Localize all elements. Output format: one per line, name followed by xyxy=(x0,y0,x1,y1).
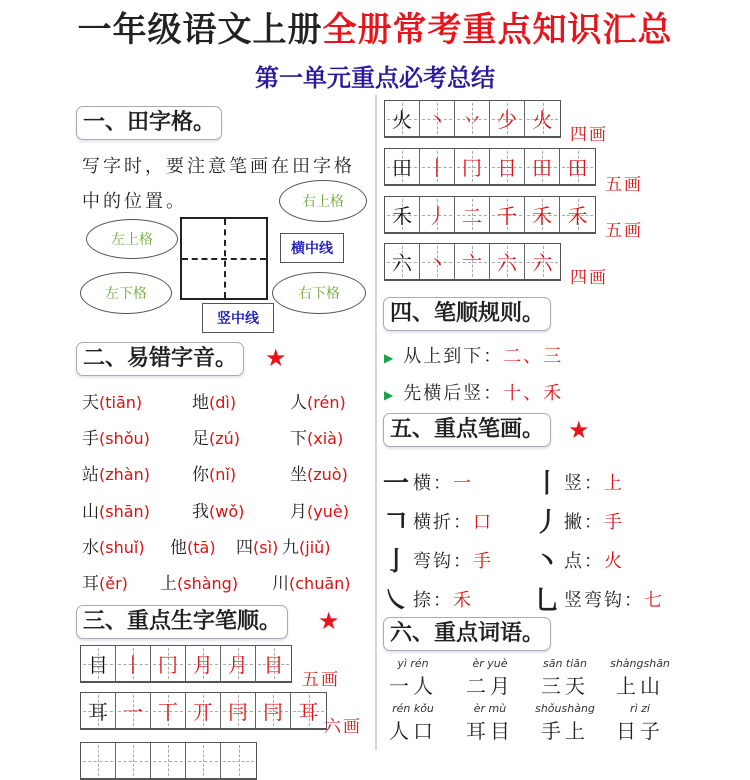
pinyin-close: ) xyxy=(272,538,279,557)
character: 足 xyxy=(192,429,209,449)
stroke-char: 丶 xyxy=(427,108,447,132)
pinyin: zú xyxy=(215,429,234,448)
title-red: 全册常考重点知识汇总 xyxy=(322,10,673,50)
s1-text-line2: 中的位置。 xyxy=(82,191,187,212)
pinyin-close: ) xyxy=(342,502,349,521)
pinyin: sì xyxy=(259,538,273,557)
stroke-grid-row xyxy=(384,100,561,138)
pinyin: rén xyxy=(313,393,340,412)
character: 我 xyxy=(192,502,209,522)
word-chars: 三天 xyxy=(541,674,589,698)
star-icon: ★ xyxy=(265,344,287,372)
stroke-char: 田 xyxy=(392,156,412,180)
stroke-count: 四画 xyxy=(570,268,608,288)
stroke-char: 冂 xyxy=(462,156,482,180)
stroke-name: 弯钩： xyxy=(413,550,473,572)
stroke-name: 点： xyxy=(564,550,604,572)
stroke-char: 六 xyxy=(497,251,517,275)
stroke-example: 手 xyxy=(604,511,624,533)
stroke-cell xyxy=(116,646,151,681)
pinyin-open: ( xyxy=(253,538,260,557)
stroke-item xyxy=(383,502,493,539)
character: 山 xyxy=(82,502,99,522)
word-chars: 二月 xyxy=(466,674,514,698)
pinyin-open: ( xyxy=(307,429,314,448)
word-item xyxy=(378,657,448,699)
stroke-cell xyxy=(490,244,525,279)
pinyin-open: ( xyxy=(187,538,194,557)
stroke-cell xyxy=(490,197,525,232)
pronunciation-item xyxy=(82,424,150,449)
pinyin: tiān xyxy=(105,393,136,412)
stroke-cell xyxy=(385,101,420,136)
stroke-char: 丶 xyxy=(427,251,447,275)
stroke-cell xyxy=(455,149,490,184)
label-top-right: 右上格 xyxy=(279,180,367,222)
pinyin-open: ( xyxy=(307,502,314,521)
character: 你 xyxy=(192,465,209,485)
pronunciation-item xyxy=(82,497,150,522)
pinyin-open: ( xyxy=(307,393,314,412)
stroke-cell xyxy=(291,693,326,728)
pinyin: zhàn xyxy=(105,465,144,484)
stroke-cell xyxy=(420,149,455,184)
pinyin-close: ) xyxy=(339,393,346,412)
pinyin-close: ) xyxy=(135,393,143,412)
label-bottom-right: 右下格 xyxy=(272,272,366,314)
pinyin-open: ( xyxy=(99,538,106,557)
stroke-char: 千 xyxy=(497,204,517,228)
stroke-char: 丅 xyxy=(158,700,178,724)
stroke-name: 捺： xyxy=(413,589,453,611)
word-pinyin: èr mù xyxy=(473,702,507,715)
pinyin: zuò xyxy=(313,465,342,484)
stroke-cell xyxy=(221,693,256,728)
stroke-char: 丨 xyxy=(427,156,447,180)
star-icon: ★ xyxy=(568,416,590,444)
stroke-grid-row xyxy=(384,148,596,186)
stroke-glyph-icon: 丿 xyxy=(534,508,561,538)
stroke-cell xyxy=(186,646,221,681)
pinyin-close: ) xyxy=(231,574,239,593)
pinyin-close: ) xyxy=(233,429,241,448)
word-chars: 日子 xyxy=(616,719,664,743)
rule-label: 从上到下： xyxy=(403,346,504,367)
stroke-char: 六 xyxy=(532,251,553,275)
rule-label: 先横后竖： xyxy=(403,383,504,404)
stroke-example: 手 xyxy=(473,550,493,572)
stroke-char: 亠 xyxy=(462,251,482,275)
pronunciation-item xyxy=(282,533,331,558)
stroke-char: 二 xyxy=(462,204,482,228)
pinyin-open: ( xyxy=(307,465,314,484)
stroke-example: 七 xyxy=(644,589,664,611)
word-chars: 一人 xyxy=(389,674,437,698)
pinyin-close: ) xyxy=(143,502,150,521)
pronunciation-item xyxy=(170,533,216,558)
stroke-name: 横折： xyxy=(413,511,473,533)
stroke-grid-row xyxy=(80,742,257,780)
stroke-glyph-icon: ㇏ xyxy=(383,586,410,616)
section-4-heading: 四、笔顺规则。 xyxy=(383,297,551,331)
word-pinyin: èr yuè xyxy=(472,657,508,670)
stroke-example: 上 xyxy=(604,472,624,494)
word-pinyin: sān tiān xyxy=(542,657,588,670)
character: 坐 xyxy=(290,465,307,485)
label-vertical-midline: 竖中线 xyxy=(202,303,274,333)
character: 川 xyxy=(272,574,289,594)
stroke-char: 冃 xyxy=(228,700,248,724)
character: 水 xyxy=(82,538,99,558)
pinyin-close: ) xyxy=(209,538,216,557)
stroke-cell xyxy=(560,149,595,184)
pinyin-close: ) xyxy=(229,465,237,484)
stroke-item xyxy=(383,463,473,500)
word-item xyxy=(455,657,525,699)
pinyin-open: ( xyxy=(99,574,106,593)
pronunciation-item xyxy=(192,460,236,485)
stroke-example: 口 xyxy=(473,511,493,533)
pronunciation-item xyxy=(236,533,278,558)
stroke-cell xyxy=(256,646,291,681)
character: 四 xyxy=(236,538,253,558)
stroke-cell xyxy=(490,101,525,136)
pinyin: nǐ xyxy=(215,465,230,484)
stroke-cell xyxy=(525,244,560,279)
stroke-cell xyxy=(221,646,256,681)
stroke-cell xyxy=(560,197,595,232)
word-chars: 人口 xyxy=(389,719,437,743)
stroke-glyph-icon: 𠃍 xyxy=(383,508,410,538)
stroke-char: 田 xyxy=(532,156,552,180)
rule-example: 十、禾 xyxy=(503,383,564,404)
stroke-char: 耳 xyxy=(298,700,319,724)
stroke-cell xyxy=(490,149,525,184)
pinyin: shàng xyxy=(183,574,232,593)
stroke-grid-row xyxy=(384,243,561,281)
pinyin-close: ) xyxy=(341,465,348,484)
word-item xyxy=(530,702,600,744)
section-5-heading: 五、重点笔画。 xyxy=(383,413,551,447)
stroke-item xyxy=(383,580,473,617)
word-chars: 手上 xyxy=(541,719,589,743)
stroke-grid-row xyxy=(384,196,596,234)
label-bottom-left: 左下格 xyxy=(80,272,172,314)
stroke-char: 丷 xyxy=(462,108,482,132)
stroke-char: 禾 xyxy=(532,204,552,228)
pronunciation-item xyxy=(290,424,343,449)
character: 站 xyxy=(82,465,99,485)
stroke-grid-row xyxy=(80,645,292,683)
stroke-char: 禾 xyxy=(567,204,588,228)
stroke-count: 六画 xyxy=(324,717,362,737)
section-3-heading: 三、重点生字笔顺。 xyxy=(76,605,288,639)
stroke-char: 一 xyxy=(123,700,143,724)
stroke-cell xyxy=(385,244,420,279)
character: 上 xyxy=(160,574,177,594)
stroke-cell xyxy=(151,646,186,681)
bullet-triangle-icon: ▶ xyxy=(384,388,396,402)
word-item xyxy=(378,702,448,744)
pronunciation-item xyxy=(192,497,244,522)
pronunciation-item xyxy=(290,460,348,485)
stroke-char: 耳 xyxy=(88,700,108,724)
pronunciation-item xyxy=(192,388,236,413)
title-black: 一年级语文上册 xyxy=(77,10,323,50)
pinyin-open: ( xyxy=(209,429,216,448)
pinyin-close: ) xyxy=(138,538,145,557)
pronunciation-item xyxy=(82,460,150,485)
stroke-char: 冃 xyxy=(263,700,283,724)
stroke-example: 禾 xyxy=(453,589,473,611)
stroke-char: 目 xyxy=(263,653,284,677)
pinyin-open: ( xyxy=(99,465,106,484)
character: 月 xyxy=(290,502,307,522)
rule-item xyxy=(384,379,563,405)
section-2-heading: 二、易错字音。 xyxy=(76,342,244,376)
s1-text-line1: 写字时，要注意笔画在田字格 xyxy=(82,156,355,177)
page-title xyxy=(0,2,750,51)
stroke-cell xyxy=(385,149,420,184)
stroke-char: 日 xyxy=(497,156,517,180)
stroke-example: 一 xyxy=(453,472,473,494)
pinyin-close: ) xyxy=(143,465,150,484)
word-pinyin: shàngshān xyxy=(610,657,670,670)
word-pinyin: rén kǒu xyxy=(392,702,434,715)
pinyin: jiǔ xyxy=(305,538,325,557)
pronunciation-item xyxy=(272,569,351,594)
stroke-char: 丌 xyxy=(193,700,213,724)
word-item xyxy=(605,702,675,744)
rule-example: 二、三 xyxy=(503,346,564,367)
character: 他 xyxy=(170,538,187,558)
stroke-cell xyxy=(525,197,560,232)
word-pinyin: rì zi xyxy=(630,702,650,715)
stroke-char: 火 xyxy=(532,108,553,132)
stroke-count: 五画 xyxy=(302,670,340,690)
stroke-char: 田 xyxy=(567,156,588,180)
pinyin-close: ) xyxy=(143,429,150,448)
stroke-item xyxy=(534,580,664,617)
pinyin-close: ) xyxy=(121,574,128,593)
stroke-char: 月 xyxy=(228,653,248,677)
pinyin-close: ) xyxy=(238,502,245,521)
stroke-glyph-icon: 丨 xyxy=(534,469,561,499)
stroke-cell xyxy=(420,244,455,279)
stroke-name: 横： xyxy=(413,472,453,494)
character: 人 xyxy=(290,393,307,413)
pinyin-close: ) xyxy=(324,538,331,557)
stroke-char: 少 xyxy=(497,108,517,132)
stroke-cell xyxy=(116,693,151,728)
character: 手 xyxy=(82,429,99,449)
pronunciation-item xyxy=(290,388,346,413)
stroke-item xyxy=(383,541,493,578)
character: 九 xyxy=(282,538,299,558)
word-item xyxy=(455,702,525,744)
pinyin: xià xyxy=(313,429,337,448)
label-horizontal-midline: 横中线 xyxy=(280,233,344,263)
pinyin-open: ( xyxy=(209,393,216,412)
pinyin-close: ) xyxy=(344,574,351,593)
label-top-left: 左上格 xyxy=(86,219,178,259)
stroke-char: 冂 xyxy=(158,653,178,677)
stroke-cell xyxy=(420,197,455,232)
stroke-char: 月 xyxy=(193,653,213,677)
pinyin-open: ( xyxy=(99,393,106,412)
stroke-glyph-icon: 一 xyxy=(383,469,410,499)
stroke-example: 火 xyxy=(604,550,624,572)
subtitle: 第一单元重点必考总结 xyxy=(255,64,495,92)
pinyin: ěr xyxy=(105,574,122,593)
stroke-char: 丨 xyxy=(123,653,143,677)
pinyin-open: ( xyxy=(99,502,106,521)
stroke-cell xyxy=(525,101,560,136)
word-pinyin: yì rén xyxy=(397,657,429,670)
pinyin: yuè xyxy=(313,502,343,521)
stroke-char: 禾 xyxy=(392,204,412,228)
stroke-char: 火 xyxy=(392,108,412,132)
rule-item xyxy=(384,342,563,368)
pinyin: chuān xyxy=(295,574,345,593)
pronunciation-item xyxy=(192,424,240,449)
pinyin: shān xyxy=(105,502,144,521)
pinyin: shǒu xyxy=(105,429,144,448)
stroke-glyph-icon: 乚 xyxy=(534,586,561,616)
pinyin: dì xyxy=(215,393,230,412)
section-1-heading: 一、田字格。 xyxy=(76,106,222,140)
pronunciation-item xyxy=(82,388,142,413)
stroke-cell xyxy=(420,101,455,136)
stroke-name: 竖弯钩： xyxy=(564,589,644,611)
pronunciation-item xyxy=(82,533,145,558)
bullet-triangle-icon: ▶ xyxy=(384,351,396,365)
stroke-cell xyxy=(81,693,116,728)
character: 耳 xyxy=(82,574,99,594)
pinyin-open: ( xyxy=(209,502,216,521)
stroke-grid-row xyxy=(80,692,327,730)
word-chars: 耳目 xyxy=(466,719,514,743)
stroke-cell xyxy=(455,244,490,279)
stroke-cell xyxy=(525,149,560,184)
stroke-item xyxy=(534,541,624,578)
pronunciation-item xyxy=(290,497,349,522)
stroke-cell xyxy=(81,646,116,681)
stroke-cell xyxy=(151,693,186,728)
pronunciation-item xyxy=(160,569,238,594)
word-item xyxy=(530,657,600,699)
pinyin: tā xyxy=(193,538,210,557)
word-pinyin: shǒushàng xyxy=(535,702,595,715)
stroke-glyph-icon: 丶 xyxy=(534,547,561,577)
pinyin-open: ( xyxy=(209,465,216,484)
pinyin-close: ) xyxy=(229,393,237,412)
stroke-count: 五画 xyxy=(605,175,643,195)
pinyin-open: ( xyxy=(289,574,296,593)
stroke-name: 竖： xyxy=(564,472,604,494)
star-icon: ★ xyxy=(318,607,340,635)
pinyin: shuǐ xyxy=(105,538,139,557)
stroke-cell xyxy=(186,693,221,728)
pinyin-open: ( xyxy=(99,429,106,448)
character: 地 xyxy=(192,393,209,413)
stroke-count: 四画 xyxy=(570,125,608,145)
pinyin-open: ( xyxy=(177,574,184,593)
stroke-char: 丿 xyxy=(427,204,447,228)
pinyin-open: ( xyxy=(299,538,306,557)
stroke-cell xyxy=(256,693,291,728)
column-divider xyxy=(375,95,377,750)
stroke-cell xyxy=(385,197,420,232)
stroke-name: 撇： xyxy=(564,511,604,533)
stroke-cell xyxy=(455,197,490,232)
word-item xyxy=(605,657,675,699)
pinyin-close: ) xyxy=(336,429,344,448)
character: 下 xyxy=(290,429,307,449)
stroke-char: 目 xyxy=(88,653,108,677)
character: 天 xyxy=(82,393,99,413)
word-chars: 上山 xyxy=(616,674,664,698)
stroke-glyph-icon: 亅 xyxy=(383,547,410,577)
pronunciation-item xyxy=(82,569,128,594)
tianzige-diagram xyxy=(180,217,268,300)
section-6-heading: 六、重点词语。 xyxy=(383,617,551,651)
stroke-count: 五画 xyxy=(605,221,643,241)
stroke-item xyxy=(534,463,624,500)
stroke-cell xyxy=(455,101,490,136)
pinyin: wǒ xyxy=(215,502,239,521)
stroke-item xyxy=(534,502,624,539)
stroke-char: 六 xyxy=(392,251,412,275)
